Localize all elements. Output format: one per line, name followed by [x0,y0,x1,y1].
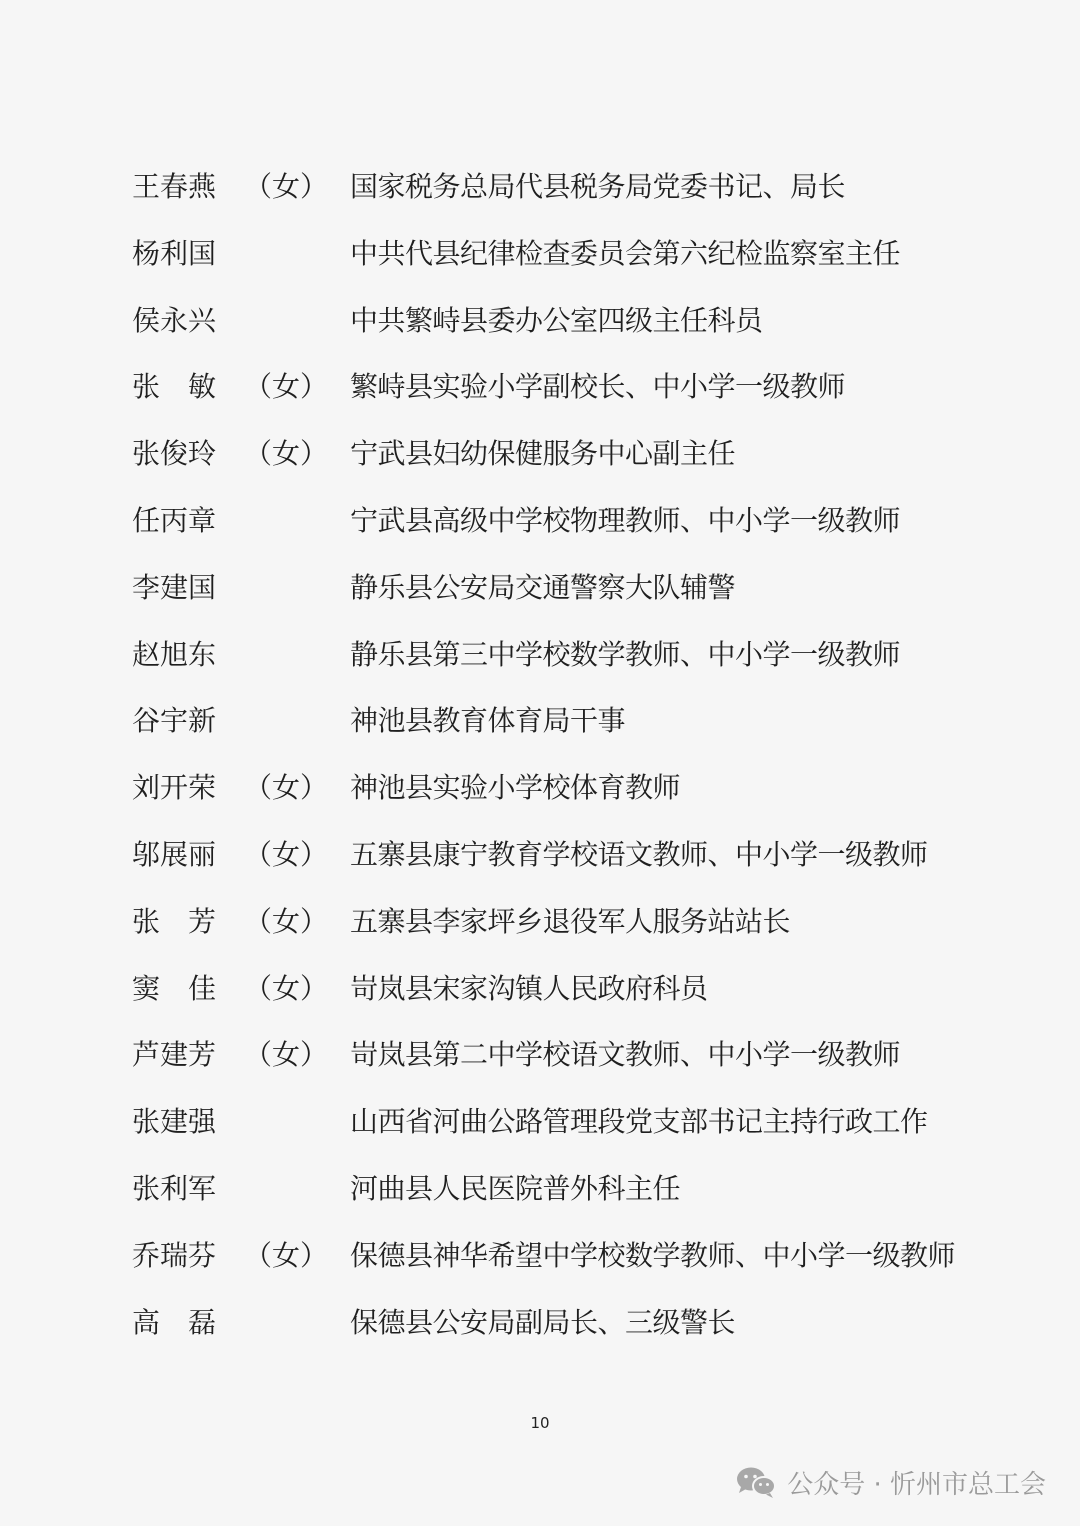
job-title: 繁峙县实验小学副校长、中小学一级教师 [350,370,846,404]
job-title: 宁武县高级中学校物理教师、中小学一级教师 [350,503,901,537]
job-title: 五寨县康宁教育学校语文教师、中小学一级教师 [350,837,928,871]
list-item [0,1290,1080,1357]
honoree-list [0,154,1080,1356]
person-name: 高 磊 [132,1305,217,1339]
list-item [0,1156,1080,1223]
gender-note: （女） [244,837,329,871]
person-name: 张 敏 [132,370,217,404]
job-title: 静乐县第三中学校数学教师、中小学一级教师 [350,637,901,671]
person-name: 刘开荣 [132,771,217,805]
person-name: 张俊玲 [132,437,217,471]
gender-note: （女） [244,771,329,805]
wechat-icon [735,1465,777,1499]
person-name: 邬展丽 [132,837,217,871]
person-name: 谷宇新 [132,704,217,738]
job-title: 五寨县李家坪乡退役军人服务站站长 [350,904,791,938]
job-title: 静乐县公安局交通警察大队辅警 [350,570,736,604]
person-name: 芦建芳 [132,1038,217,1072]
list-item [0,1089,1080,1156]
person-name: 窦 佳 [132,971,217,1005]
job-title: 保德县公安局副局长、三级警长 [350,1305,736,1339]
list-item [0,421,1080,488]
gender-note: （女） [244,170,329,203]
person-name: 杨利国 [132,236,217,270]
person-name: 张建强 [132,1105,217,1139]
list-item [0,154,1080,221]
job-title: 河曲县人民医院普外科主任 [350,1171,681,1205]
list-item [0,1022,1080,1089]
list-item [0,288,1080,355]
job-title: 国家税务总局代县税务局党委书记、局长 [350,170,846,203]
list-item [0,622,1080,689]
job-title: 神池县实验小学校体育教师 [350,771,681,805]
list-item [0,555,1080,622]
person-name: 侯永兴 [132,303,217,337]
list-item [0,488,1080,555]
person-name: 李建国 [132,570,217,604]
job-title: 岢岚县第二中学校语文教师、中小学一级教师 [350,1038,901,1072]
job-title: 神池县教育体育局干事 [350,704,626,738]
list-item [0,354,1080,421]
watermark-text: 公众号 · 忻州市总工会 [787,1469,1046,1500]
gender-note: （女） [244,971,329,1005]
list-item [0,956,1080,1023]
job-title: 宁武县妇幼保健服务中心副主任 [350,437,736,471]
gender-note: （女） [244,904,329,938]
watermark [735,1460,1046,1504]
job-title: 岢岚县宋家沟镇人民政府科员 [350,971,708,1005]
gender-note: （女） [244,370,329,404]
list-item [0,221,1080,288]
gender-note: （女） [244,1238,329,1272]
person-name: 张 芳 [132,904,217,938]
gender-note: （女） [244,1038,329,1072]
person-name: 赵旭东 [132,637,217,671]
job-title: 中共代县纪律检查委员会第六纪检监察室主任 [350,236,901,270]
person-name: 张利军 [132,1171,217,1205]
list-item [0,755,1080,822]
list-item [0,688,1080,755]
job-title: 中共繁峙县委办公室四级主任科员 [350,303,763,337]
gender-note: （女） [244,437,329,471]
list-item [0,1223,1080,1290]
person-name: 乔瑞芬 [132,1238,217,1272]
list-item [0,822,1080,889]
job-title: 保德县神华希望中学校数学教师、中小学一级教师 [350,1238,956,1272]
person-name: 王春燕 [132,170,217,203]
page-number: 10 [530,1414,550,1432]
person-name: 任丙章 [132,503,217,537]
job-title: 山西省河曲公路管理段党支部书记主持行政工作 [350,1105,928,1139]
list-item [0,889,1080,956]
